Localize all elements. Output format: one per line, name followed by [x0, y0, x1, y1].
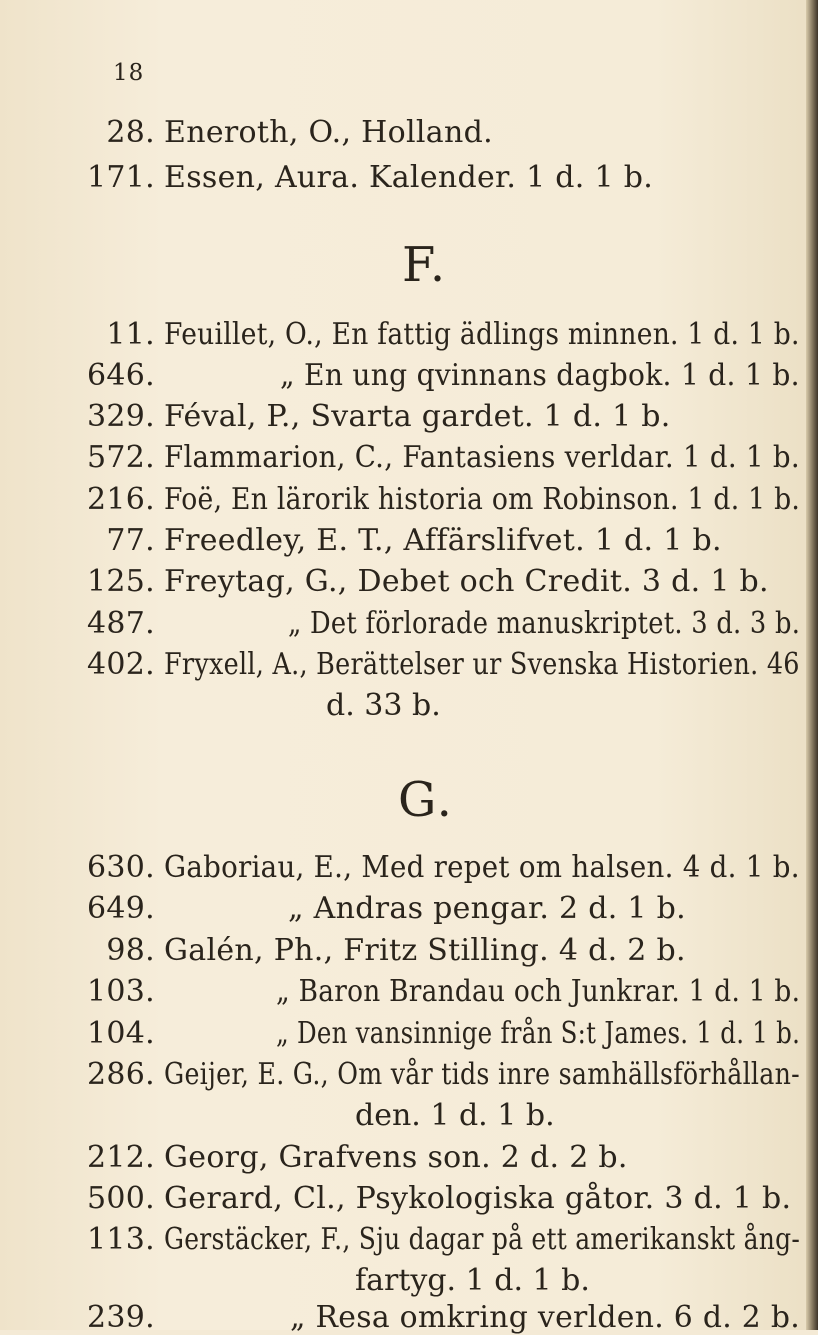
entry-text: Eneroth, O., Holland. — [164, 115, 493, 150]
entry-text: Freytag, G., Debet och Credit. 3 d. 1 b. — [164, 564, 769, 599]
entry-number: 487. — [87, 606, 155, 641]
entry-text: „ Det förlorade manuskriptet. 3 d. 3 b. — [288, 606, 801, 641]
entry-number: 500. — [87, 1181, 155, 1216]
entry-text: Féval, P., Svarta gardet. 1 d. 1 b. — [164, 399, 671, 434]
entry-number: 329. — [87, 399, 155, 434]
entry-text: Galén, Ph., Fritz Stilling. 4 d. 2 b. — [164, 933, 686, 968]
entry-number: 103. — [87, 974, 155, 1009]
entry-number: 11. — [106, 317, 155, 352]
entry-continuation: fartyg. 1 d. 1 b. — [355, 1263, 590, 1298]
entry-number: 28. — [106, 115, 155, 150]
entry-text: Essen, Aura. Kalender. 1 d. 1 b. — [164, 160, 654, 195]
entry-continuation: den. 1 d. 1 b. — [355, 1098, 555, 1133]
entry-number: 125. — [87, 564, 155, 599]
entry-text: Gerard, Cl., Psykologiska gåtor. 3 d. 1 b. — [164, 1181, 792, 1216]
page-number: 18 — [113, 60, 145, 86]
section-heading-g: G. — [398, 772, 454, 828]
entry-text: Fryxell, A., Berättelser ur Svenska Historien. 46 — [164, 647, 800, 682]
entry-text: „ Andras pengar. 2 d. 1 b. — [288, 891, 686, 926]
entry-number: 113. — [87, 1222, 155, 1257]
entry-continuation: d. 33 b. — [326, 688, 441, 723]
entry-number: 216. — [87, 482, 155, 517]
entry-number: 402. — [87, 647, 155, 682]
entry-text: Geijer, E. G., Om vår tids inre samhällsförhållan- — [164, 1057, 800, 1092]
entry-number: 649. — [87, 891, 155, 926]
entry-number: 98. — [106, 933, 155, 968]
section-heading-f: F. — [402, 237, 448, 293]
entry-text: „ En ung qvinnans dagbok. 1 d. 1 b. — [280, 358, 800, 393]
entry-number: 77. — [106, 523, 155, 558]
entry-text: Gerstäcker, F., Sju dagar på ett amerikanskt ång- — [164, 1222, 801, 1257]
entry-text: Feuillet, O., En fattig ädlings minnen. 1 d. 1 b. — [164, 317, 800, 352]
entry-text: „ Baron Brandau och Junkrar. 1 d. 1 b. — [276, 974, 801, 1009]
entry-text: Freedley, E. T., Affärslifvet. 1 d. 1 b. — [164, 523, 722, 558]
entry-number: 646. — [87, 358, 155, 393]
entry-number: 212. — [87, 1140, 155, 1175]
entry-number: 572. — [87, 440, 155, 475]
entry-number: 104. — [87, 1016, 155, 1051]
entry-text: Georg, Grafvens son. 2 d. 2 b. — [164, 1140, 628, 1175]
entry-text: Flammarion, C., Fantasiens verldar. 1 d. 1 b. — [164, 440, 800, 475]
entry-number: 630. — [87, 850, 155, 885]
entry-text: Gaboriau, E., Med repet om halsen. 4 d. 1 b. — [164, 850, 800, 885]
entry-number: 286. — [87, 1057, 155, 1092]
entry-number: 171. — [87, 160, 155, 195]
entry-text: „ Resa omkring verlden. 6 d. 2 b. — [290, 1300, 800, 1335]
page-edge — [806, 0, 818, 1330]
entry-number: 239. — [87, 1300, 155, 1335]
entry-text: Foë, En lärorik historia om Robinson. 1 d. 1 b. — [164, 482, 801, 517]
entry-text: „ Den vansinnige från S:t James. 1 d. 1 b. — [276, 1016, 801, 1051]
